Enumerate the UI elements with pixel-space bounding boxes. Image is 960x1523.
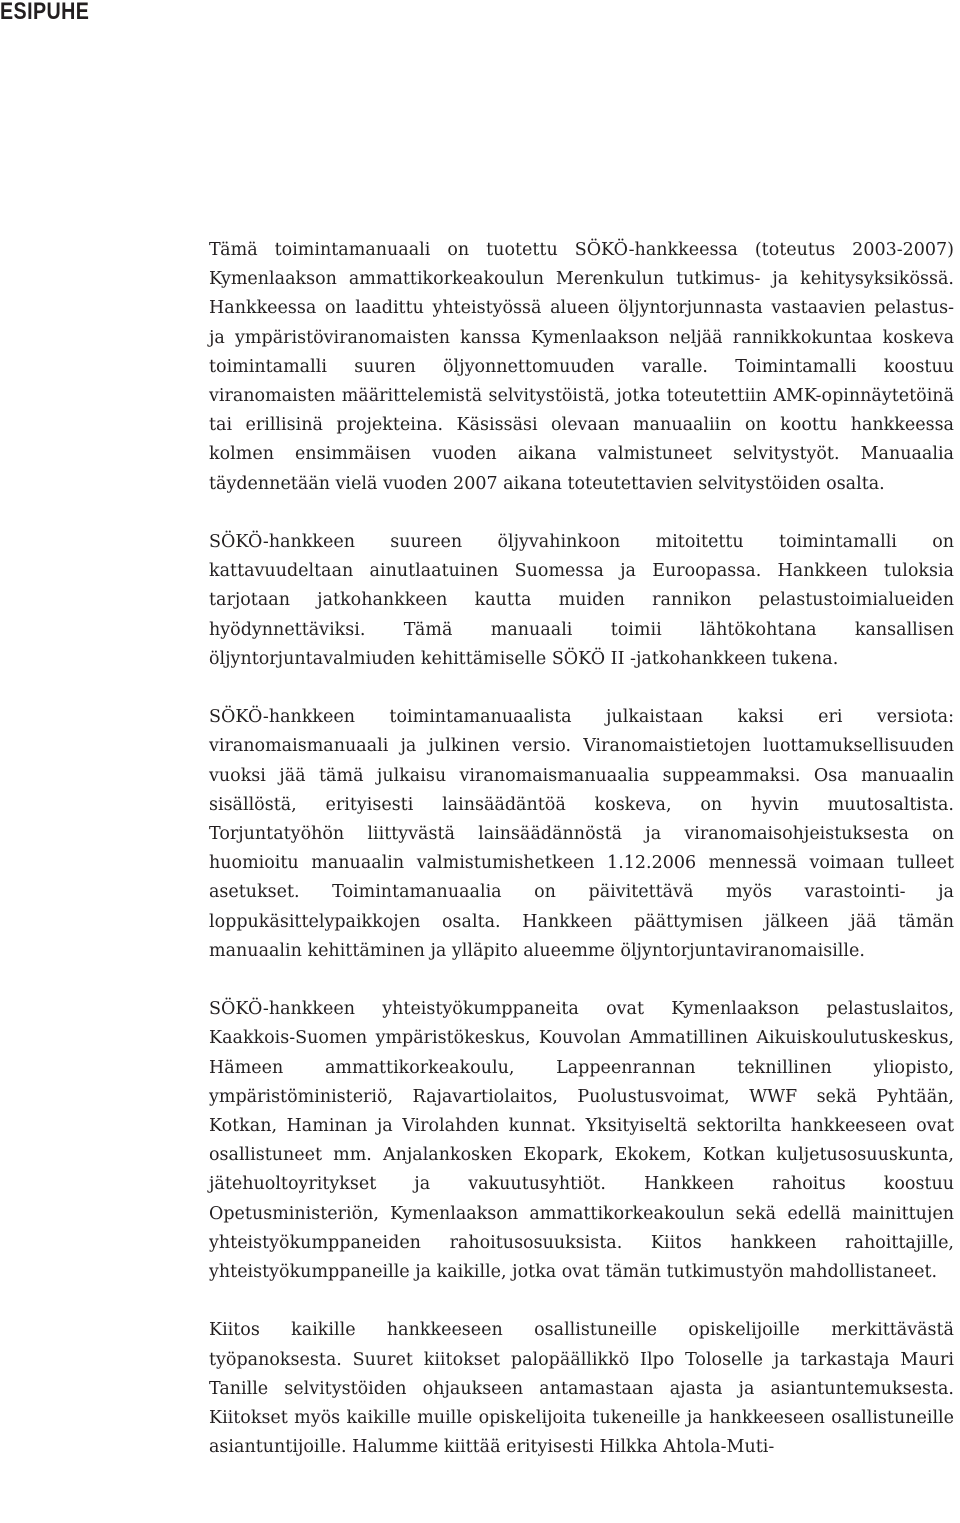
paragraph-model: SÖKÖ-hankkeen suureen öljyvahinkoon mitoitettu toimintamalli on kattavuudeltaan ainutlaatuinen Suomessa ja Euroopassa. Hankkeen tuloksia tarjotaan jatkohankkeen kautta muiden rannikon pelastustoimialueiden hyödynnettäviksi. Tämä manuaali toimii lähtökohtana kansallisen öljyntorjuntavalmiuden kehittämiselle SÖKÖ II -jatkohankkeen tukena.	[209, 532, 954, 669]
paragraph-thanks: Kiitos kaikille hankkeeseen osallistuneille opiskelijoille merkittävästä työpanoksesta. Suuret kiitokset palopäällikkö Ilpo Toloselle ja tarkastaja Mauri Tanille selvitystöiden ohjaukseen antamastaan ajasta ja asiantuntemuksesta. Kiitokset myös kaikille muille opiskelijoita tukeneille ja hankkeeseen osallistuneille asiantuntijoille. Halumme kiittää erityisesti Hilkka Ahtola-Muti-	[209, 1320, 954, 1458]
paragraph-partners: SÖKÖ-hankkeen yhteistyökumppaneita ovat Kymenlaakson pelastuslaitos, Kaakkois-Suomen ympäristökeskus, Kouvolan Ammatillinen Aikuiskoulutuskeskus, Hämeen ammattikorkeakoulu, Lappeenrannan teknillinen yliopisto, ympäristöministeriö, Rajavartiolaitos, Puolustusvoimat, WWF sekä Pyhtään, Kotkan, Haminan ja Virolahden kunnat. Yksityiseltä sektorilta hankkeeseen ovat osallistuneet mm. Anjalankosken Ekopark, Ekokem, Kotkan kuljetusosuuskunta, jätehuoltoyritykset ja vakuutusyhtiöt. Hankkeen rahoitus koostuu Opetusministeriön, Kymenlaakson ammattikorkeakoulun sekä edellä mainittujen yhteistyökumppaneiden rahoitusosuuksista. Kiitos hankkeen rahoittajille, yhteistyökumppaneille ja kaikille, jotka ovat tämän tutkimustyön mahdollistaneet.	[209, 999, 954, 1283]
paragraph-intro: Tämä toimintamanuaali on tuotettu SÖKÖ-hankkeessa (toteutus 2003-2007) Kymenlaakson ammattikorkeakoulun Merenkulun tutkimus- ja kehitysyksikössä. Hankkeessa on laadittu yhteistyössä alueen öljyntorjunnasta vastaavien pelastus- ja ympäristöviranomaisten kanssa Kymenlaakson neljää rannikkokuntaa koskeva toimintamalli suuren öljyonnettomuuden varalle. Toimintamalli koostuu viranomaisten määrittelemistä selvitystöistä, jotka toteutettiin AMK-opinnäytetöinä tai erillisinä projekteina. Käsissäsi olevaan manuaaliin on koottu hankkeessa kolmen ensimmäisen vuoden aikana valmistuneet selvitystyöt. Manuaalia täydennetään vielä vuoden 2007 aikana toteutettavien selvitystöiden osalta.	[209, 240, 954, 494]
body-text	[209, 236, 954, 1492]
paragraph-versions: SÖKÖ-hankkeen toimintamanuaalista julkaistaan kaksi eri versiota: viranomaismanuaali ja julkinen versio. Viranomaistietojen luottamuksellisuuden vuoksi jää tämä julkaisu viranomaismanuaalia suppeammaksi. Osa manuaalin sisällöstä, erityisesti lainsäädäntöä koskeva, on hyvin muutosaltista. Torjuntatyöhön liittyvästä lainsäädännöstä ja viranomaisohjeistuksesta on huomioitu manuaalin valmistumishetkeen 1.12.2006 mennessä voimaan tulleet asetukset. Toimintamanuaalia on päivitettävä myös varastointi- ja loppukäsittelypaikkojen osalta. Hankkeen päättymisen jälkeen jää tämän manuaalin kehittäminen ja ylläpito alueemme öljyntorjuntaviranomaisille.	[209, 707, 954, 961]
section-heading: ESIPUHE	[0, 0, 90, 25]
